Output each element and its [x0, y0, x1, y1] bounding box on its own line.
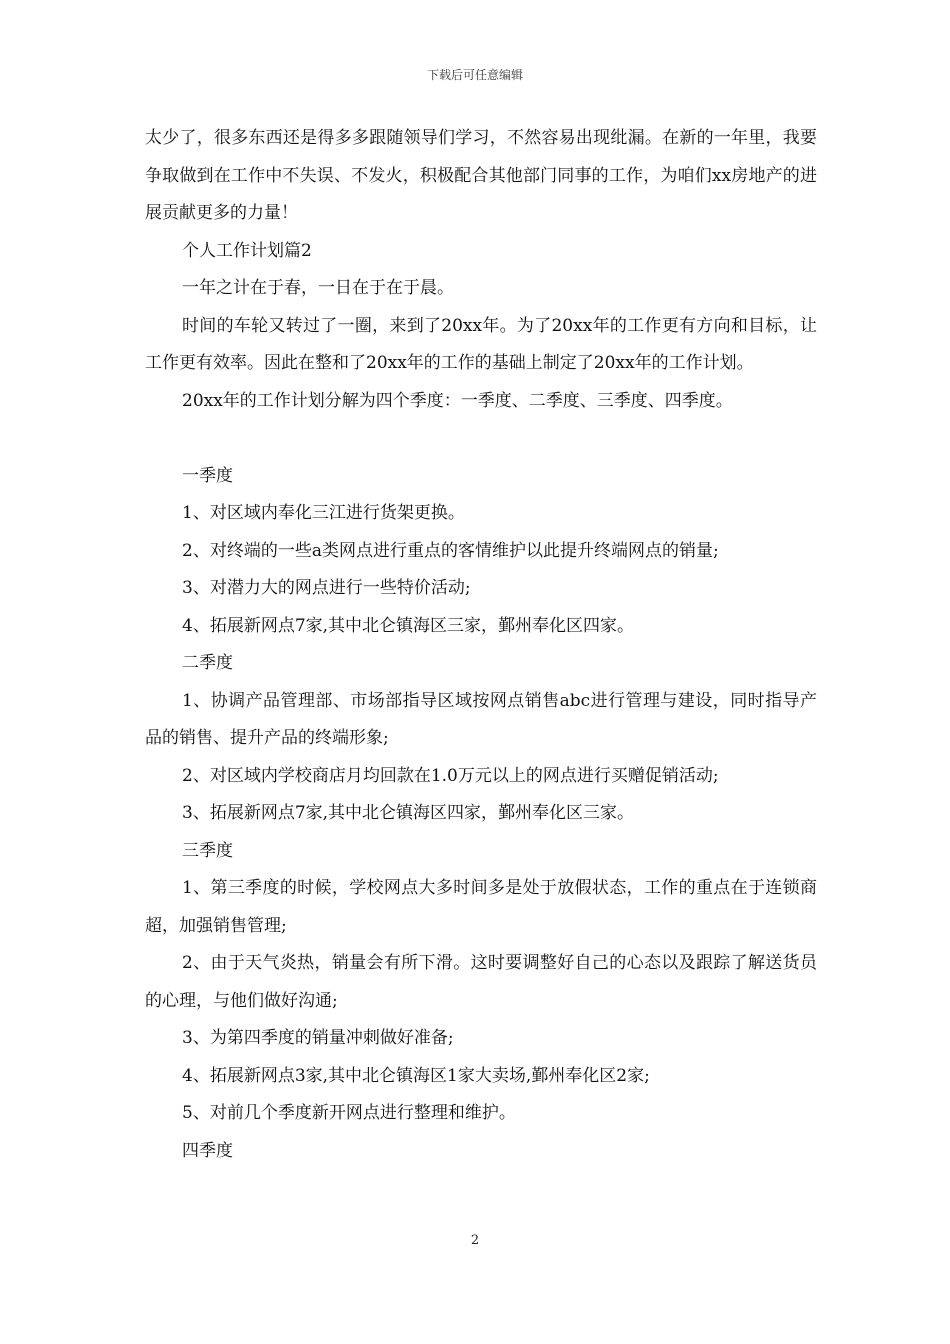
list-item: 1、第三季度的时候，学校网点大多时间多是处于放假状态，工作的重点在于连锁商超，加强销售管理;: [145, 878, 817, 936]
list-item: 5、对前几个季度新开网点进行整理和维护。: [182, 1103, 516, 1123]
list-item: 3、拓展新网点7家,其中北仑镇海区四家，鄞州奉化区三家。: [182, 803, 635, 823]
list-item: 3、为第四季度的销量冲刺做好准备;: [182, 1028, 454, 1048]
blank-line: [145, 420, 817, 458]
list-item: 2、对终端的一些a类网点进行重点的客情维护以此提升终端网点的销量;: [182, 540, 719, 561]
list-item: 4、拓展新网点3家,其中北仑镇海区1家大卖场,鄞州奉化区2家;: [182, 1065, 650, 1086]
section-title: 个人工作计划篇2: [182, 240, 312, 261]
quarter-heading: 三季度: [182, 840, 233, 861]
document-body: [145, 120, 817, 1170]
paragraph-continuation: 太少了，很多东西还是得多多跟随领导们学习，不然容易出现纰漏。在新的一年里，我要争取做到在工作中不失误、不发火，积极配合其他部门同事的工作，为咱们xx房地产的进展贡献更多的力量！: [145, 128, 817, 223]
list-item: 3、对潜力大的网点进行一些特价活动;: [182, 578, 471, 598]
list-item: 1、对区域内奉化三江进行货架更换。: [182, 503, 465, 523]
quarter-heading: 四季度: [182, 1140, 233, 1161]
list-item: 2、对区域内学校商店月均回款在1.0万元以上的网点进行买赠促销活动;: [182, 765, 719, 786]
page-header: 下载后可任意编辑: [426, 68, 523, 82]
list-item: 2、由于天气炎热，销量会有所下滑。这时要调整好自己的心态以及跟踪了解送货员的心理，与他们做好沟通;: [145, 953, 817, 1011]
paragraph: 20xx年的工作计划分解为四个季度：一季度、二季度、三季度、四季度。: [182, 390, 733, 411]
list-item: 1、协调产品管理部、市场部指导区域按网点销售abc进行管理与建设，同时指导产品的销售、提升产品的终端形象;: [145, 690, 817, 748]
quarter-heading: 二季度: [182, 653, 233, 673]
quarter-heading: 一季度: [182, 465, 233, 486]
page-number: 2: [470, 1233, 480, 1248]
paragraph: 时间的车轮又转过了一圈，来到了20xx年。为了20xx年的工作更有方向和目标，让工作更有效率。因此在整和了20xx年的工作的基础上制定了20xx年的工作计划。: [145, 315, 817, 373]
paragraph: 一年之计在于春，一日在于在于晨。: [182, 278, 454, 298]
list-item: 4、拓展新网点7家,其中北仑镇海区三家，鄞州奉化区四家。: [182, 615, 635, 636]
